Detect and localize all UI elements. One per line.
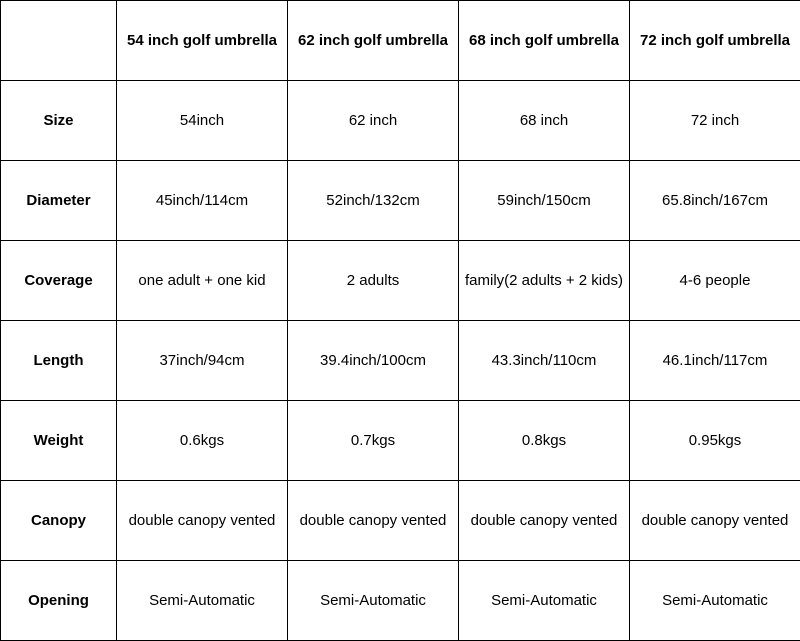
table-row-opening — [1, 561, 800, 641]
table-cell: 37inch/94cm — [117, 321, 288, 401]
table-cell: 43.3inch/110cm — [459, 321, 630, 401]
table-cell: Semi-Automatic — [288, 561, 459, 641]
table-cell: one adult + one kid — [117, 241, 288, 321]
row-label: Coverage — [1, 241, 117, 321]
table-row-weight — [1, 401, 800, 481]
table-cell: 39.4inch/100cm — [288, 321, 459, 401]
table-cell: Semi-Automatic — [117, 561, 288, 641]
table-cell: double canopy vented — [288, 481, 459, 561]
row-label: Length — [1, 321, 117, 401]
table-cell: double canopy vented — [630, 481, 800, 561]
table-cell: 0.8kgs — [459, 401, 630, 481]
table-cell: 0.7kgs — [288, 401, 459, 481]
table-row-size — [1, 81, 800, 161]
table-cell: 0.6kgs — [117, 401, 288, 481]
table-cell: double canopy vented — [459, 481, 630, 561]
table-cell: 0.95kgs — [630, 401, 800, 481]
table-cell: Semi-Automatic — [630, 561, 800, 641]
table-cell: double canopy vented — [117, 481, 288, 561]
table-cell: 65.8inch/167cm — [630, 161, 800, 241]
column-header-54: 54 inch golf umbrella — [117, 1, 288, 81]
header-row — [1, 1, 800, 81]
column-header-62: 62 inch golf umbrella — [288, 1, 459, 81]
table-cell: Semi-Automatic — [459, 561, 630, 641]
column-header-68: 68 inch golf umbrella — [459, 1, 630, 81]
row-label: Diameter — [1, 161, 117, 241]
row-label: Size — [1, 81, 117, 161]
table-cell: 72 inch — [630, 81, 800, 161]
table-row-length — [1, 321, 800, 401]
table-row-diameter — [1, 161, 800, 241]
table-cell: 4-6 people — [630, 241, 800, 321]
row-label: Weight — [1, 401, 117, 481]
corner-cell — [1, 1, 117, 81]
table-row-coverage — [1, 241, 800, 321]
table-cell: 62 inch — [288, 81, 459, 161]
table-cell: 54inch — [117, 81, 288, 161]
table-row-canopy — [1, 481, 800, 561]
table-cell: 45inch/114cm — [117, 161, 288, 241]
table-cell: 59inch/150cm — [459, 161, 630, 241]
column-header-72: 72 inch golf umbrella — [630, 1, 800, 81]
table-cell: 46.1inch/117cm — [630, 321, 800, 401]
table-cell: 52inch/132cm — [288, 161, 459, 241]
table-cell: 2 adults — [288, 241, 459, 321]
table-cell: 68 inch — [459, 81, 630, 161]
row-label: Canopy — [1, 481, 117, 561]
row-label: Opening — [1, 561, 117, 641]
table-cell: family(2 adults + 2 kids) — [459, 241, 630, 321]
